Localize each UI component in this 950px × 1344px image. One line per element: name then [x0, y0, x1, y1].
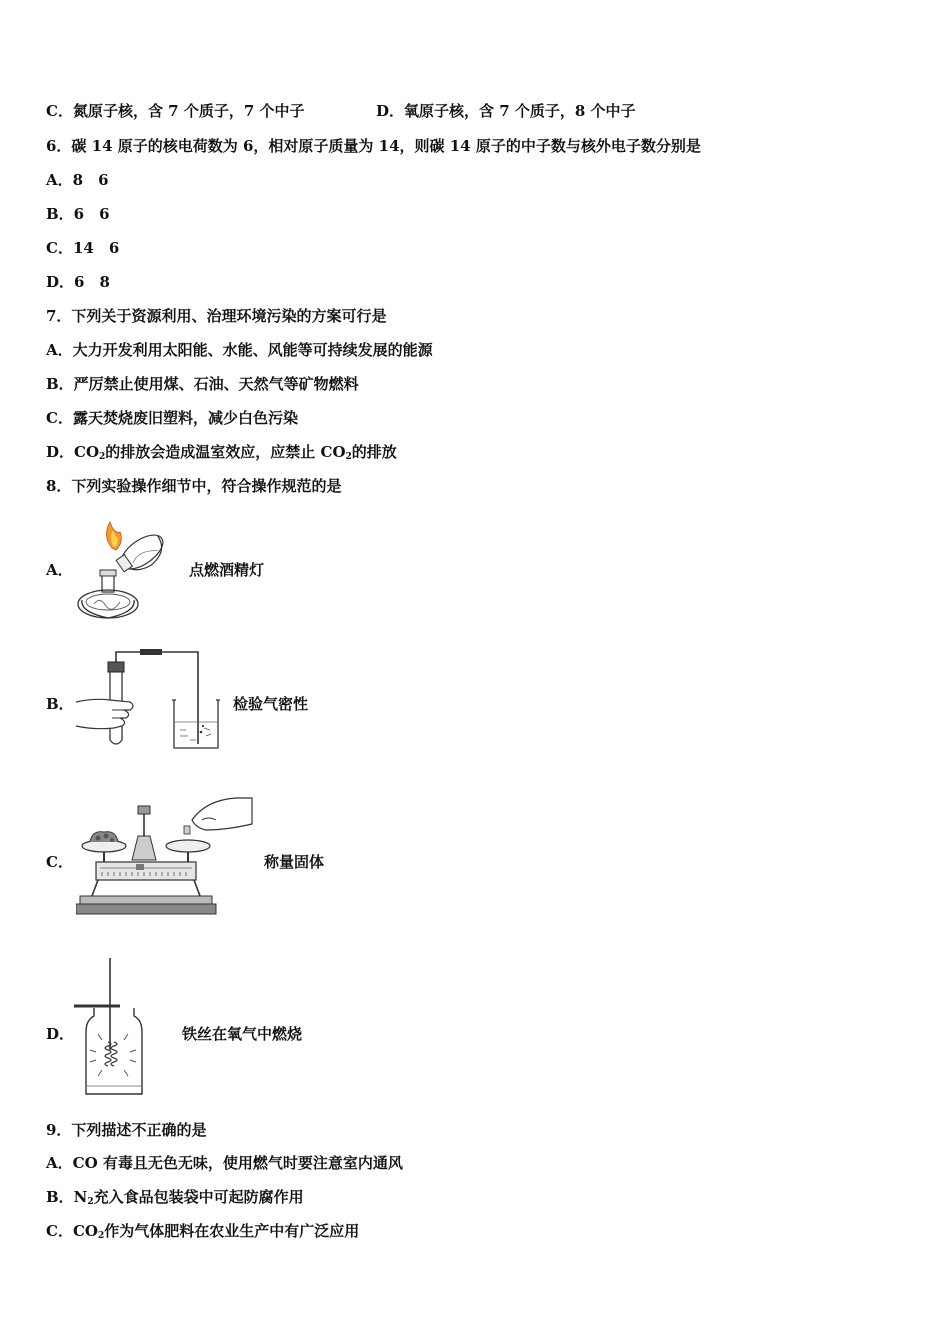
q9-option-b: [46, 1187, 304, 1212]
q8-option-c-caption: 称量固体: [264, 853, 325, 871]
balance-figure: [76, 796, 256, 918]
q7-option-c: C．露天焚烧废旧塑料，减少白色污染: [46, 409, 298, 427]
q8-option-a-caption: 点燃酒精灯: [189, 561, 265, 579]
iron-wire-figure: [74, 958, 154, 1100]
q9-option-b-pre: B．N: [46, 1188, 88, 1206]
q6-stem: 6．碳 14 原子的核电荷数为 6，相对原子质量为 14，则碳 14 原子的中子数与核外电子数分别是: [46, 137, 701, 155]
q7-option-d-pre: D．CO: [46, 443, 100, 461]
q6-option-d: D．6 8: [46, 273, 110, 291]
q5-option-d: D．氧原子核，含 7 个质子，8 个中子: [376, 102, 636, 120]
q8-option-d-label: D．: [46, 1025, 75, 1043]
q9-option-c-post: 作为气体肥料在农业生产中有广泛应用: [104, 1222, 360, 1240]
alcohol-lamp-figure: [72, 518, 172, 624]
q8-option-d-caption: 铁丝在氧气中燃烧: [182, 1025, 303, 1043]
q7-option-d-sub1: 2: [99, 452, 106, 462]
q8-stem: 8．下列实验操作细节中，符合操作规范的是: [46, 477, 342, 495]
q9-stem: 9．下列描述不正确的是: [46, 1121, 207, 1139]
q9-option-c-pre: C．CO: [46, 1222, 98, 1240]
q8-option-b-label: B．: [46, 695, 74, 713]
q7-option-a: A．大力开发利用太阳能、水能、风能等可持续发展的能源: [46, 341, 433, 359]
q9-option-c-sub: 2: [97, 1231, 105, 1241]
q7-option-b: B．严厉禁止使用煤、石油、天然气等矿物燃料: [46, 375, 359, 393]
airtightness-figure: [74, 644, 224, 752]
q8-option-a-label: A．: [46, 561, 73, 579]
q6-option-b: B．6 6: [46, 205, 110, 223]
q7-stem: 7．下列关于资源利用、治理环境污染的方案可行是: [46, 307, 387, 325]
q7-option-d-mid: 的排放会造成温室效应，应禁止 CO: [105, 443, 346, 461]
q5-option-c: C．氮原子核，含 7 个质子，7 个中子: [46, 102, 305, 120]
q7-option-d-post: 的排放: [351, 443, 397, 461]
q9-option-b-post: 充入食品包装袋中可起防腐作用: [93, 1188, 304, 1206]
q7-option-d: [46, 442, 397, 467]
q9-option-b-sub: 2: [87, 1197, 94, 1207]
q7-option-d-sub2: 2: [345, 452, 352, 462]
q6-option-c: C．14 6: [46, 239, 120, 257]
q8-option-b-caption: 检验气密性: [233, 695, 309, 713]
q9-option-c: [46, 1221, 359, 1246]
q9-option-a: A．CO 有毒且无色无味，使用燃气时要注意室内通风: [46, 1154, 403, 1172]
q6-option-a: A．8 6: [46, 171, 109, 189]
q8-option-c-label: C．: [46, 853, 73, 871]
